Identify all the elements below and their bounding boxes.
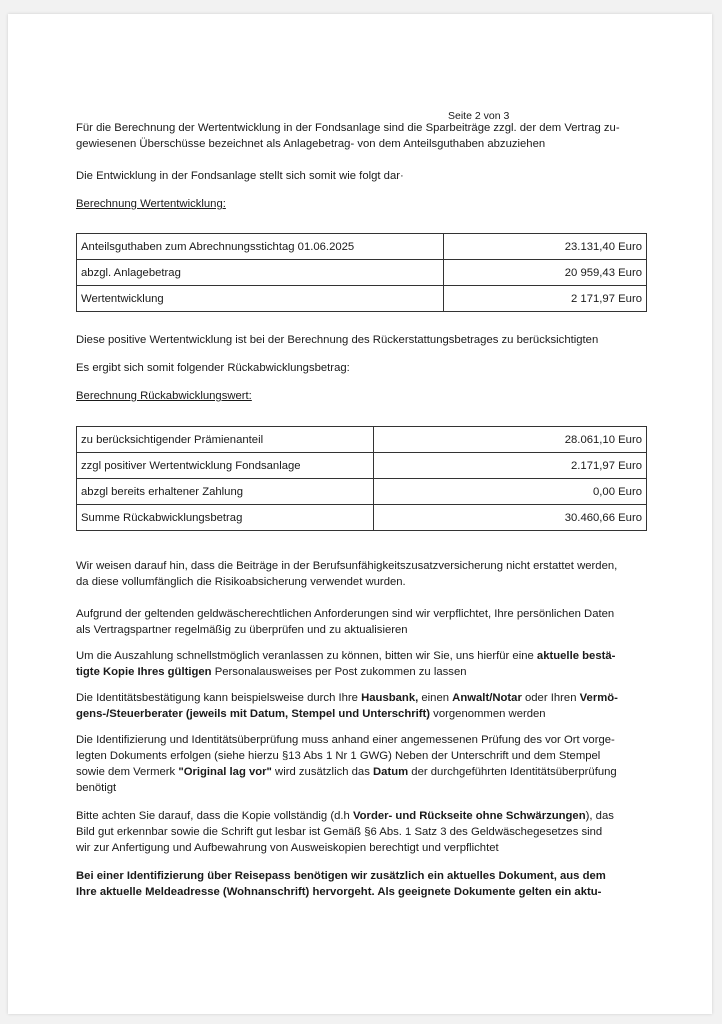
table-cell-label: Summe Rückabwicklungsbetrag	[77, 505, 374, 531]
table-cell-value: 2 171,97 Euro	[444, 286, 647, 312]
ident-text: vorgenommen werden	[430, 708, 546, 720]
table-row	[77, 453, 647, 479]
table-row	[77, 479, 647, 505]
ident-bold: Hausbank,	[361, 692, 419, 704]
table-cell-value: 30.460,66 Euro	[374, 505, 647, 531]
table-row	[77, 234, 647, 260]
intro-paragraph	[76, 120, 672, 152]
payout-text: Personalausweises per Post zukommen zu lassen	[211, 666, 467, 678]
table-cell-value: 23.131,40 Euro	[444, 234, 647, 260]
check-line: Die Identifizierung und Identitätsüberprüfung muss anhand einer angemessenen Prüfung des vor Ort vorge-	[76, 734, 615, 746]
development-intro: Die Entwicklung in der Fondsanlage stellt sich somit wie folgt dar·	[76, 170, 404, 182]
table-row	[77, 505, 647, 531]
payout-bold: tigte Kopie Ihres gültigen	[76, 666, 212, 678]
table2-heading: Berechnung Rückabwicklungswert:	[76, 390, 252, 402]
check-line: benötigt	[76, 782, 117, 794]
gwg-line: als Vertragspartner regelmäßig zu überprüfen und zu aktualisieren	[76, 624, 408, 636]
payout-line	[76, 664, 672, 680]
copy-text: ), das	[585, 810, 614, 822]
check-bold: "Original lag vor"	[178, 766, 272, 778]
gwg-paragraph	[76, 606, 672, 638]
table-cell-label: Anteilsguthaben zum Abrechnungsstichtag 01.06.2025	[77, 234, 444, 260]
check-line	[76, 764, 672, 780]
table-cell-value: 2.171,97 Euro	[374, 453, 647, 479]
result-intro: Es ergibt sich somit folgender Rückabwicklungsbetrag:	[76, 362, 350, 374]
copy-line: Bild gut erkennbar sowie die Schrift gut lesbar ist Gemäß §6 Abs. 1 Satz 3 des Geldwäschegesetzes sind	[76, 826, 603, 838]
payout-line	[76, 648, 672, 664]
passport-line: Ihre aktuelle Meldeadresse (Wohnanschrift) hervorgeht. Als geeignete Dokumente gelten ein aktu-	[76, 886, 602, 898]
intro-line: gewiesenen Überschüsse bezeichnet als Anlagebetrag- von dem Anteilsguthaben abzuziehen	[76, 138, 546, 150]
table-row	[77, 286, 647, 312]
table-cell-value: 0,00 Euro	[374, 479, 647, 505]
table-row	[77, 427, 647, 453]
table-cell-label: zu berücksichtigender Prämienanteil	[77, 427, 374, 453]
bu-line: da diese vollumfänglich die Risikoabsicherung verwendet wurden.	[76, 576, 406, 588]
positive-note: Diese positive Wertentwicklung ist bei der Berechnung des Rückerstattungsbetrages zu berücksichtigten	[76, 334, 599, 346]
copy-line: wir zur Anfertigung und Aufbewahrung von Ausweiskopien berechtigt und verpflichtet	[76, 842, 499, 854]
table-cell-label: Wertentwicklung	[77, 286, 444, 312]
table-row	[77, 260, 647, 286]
table-cell-value: 20 959,43 Euro	[444, 260, 647, 286]
ident-text: oder Ihren	[521, 692, 580, 704]
intro-line: Für die Berechnung der Wertentwicklung in der Fondsanlage sind die Sparbeiträge zzgl. der dem Vertrag zu-	[76, 122, 620, 134]
check-line: legten Dokuments erfolgen (siehe hierzu §13 Abs 1 Nr 1 GWG) Neben der Unterschrift und dem Stempel	[76, 750, 601, 762]
payout-text: Um die Auszahlung schnellstmöglich veranlassen zu können, bitten wir Sie, uns hierfür eine	[76, 650, 537, 662]
copy-paragraph	[76, 808, 672, 856]
ident-text: Die Identitätsbestätigung kann beispielsweise durch Ihre	[76, 692, 362, 704]
check-text: sowie dem Vermerk	[76, 766, 179, 778]
gwg-line: Aufgrund der geltenden geldwäscherechtlichen Anforderungen sind wir verpflichtet, Ihre persönlichen Daten	[76, 608, 615, 620]
refund-calculation-table	[76, 426, 647, 531]
copy-bold: Vorder- und Rückseite ohne Schwärzungen	[352, 810, 586, 822]
ident-bold: gens-/Steuerberater (jeweils mit Datum, Stempel und Unterschrift)	[76, 708, 431, 720]
ident-bold: Anwalt/Notar	[452, 692, 522, 704]
ident-line	[76, 706, 672, 722]
table1-heading: Berechnung Wertentwicklung:	[76, 198, 226, 210]
ident-bold: Vermö-	[579, 692, 618, 704]
page-number: Seite 2 von 3	[448, 110, 510, 122]
bu-paragraph	[76, 558, 672, 590]
ident-text: einen	[418, 692, 453, 704]
passport-line: Bei einer Identifizierung über Reisepass benötigen wir zusätzlich ein aktuelles Dokument, aus dem	[76, 870, 606, 882]
bu-line: Wir weisen darauf hin, dass die Beiträge in der Berufsunfähigkeitszusatzversicherung nicht erstattet werden,	[76, 560, 618, 572]
check-paragraph	[76, 732, 672, 796]
table-cell-value: 28.061,10 Euro	[374, 427, 647, 453]
ident-paragraph	[76, 690, 672, 722]
value-development-table	[76, 233, 647, 312]
check-bold: Datum	[373, 766, 409, 778]
table-cell-label: abzgl. Anlagebetrag	[77, 260, 444, 286]
payout-paragraph	[76, 648, 672, 680]
copy-text: Bitte achten Sie darauf, dass die Kopie vollständig (d.h	[76, 810, 353, 822]
copy-line	[76, 808, 672, 824]
ident-line	[76, 690, 672, 706]
document-page	[8, 14, 712, 1014]
table-cell-label: zzgl positiver Wertentwicklung Fondsanlage	[77, 453, 374, 479]
passport-paragraph	[76, 868, 672, 900]
payout-bold: aktuelle bestä-	[536, 650, 616, 662]
check-text: wird zusätzlich das	[271, 766, 374, 778]
check-text: der durchgeführten Identitätsüberprüfung	[408, 766, 617, 778]
table-cell-label: abzgl bereits erhaltener Zahlung	[77, 479, 374, 505]
